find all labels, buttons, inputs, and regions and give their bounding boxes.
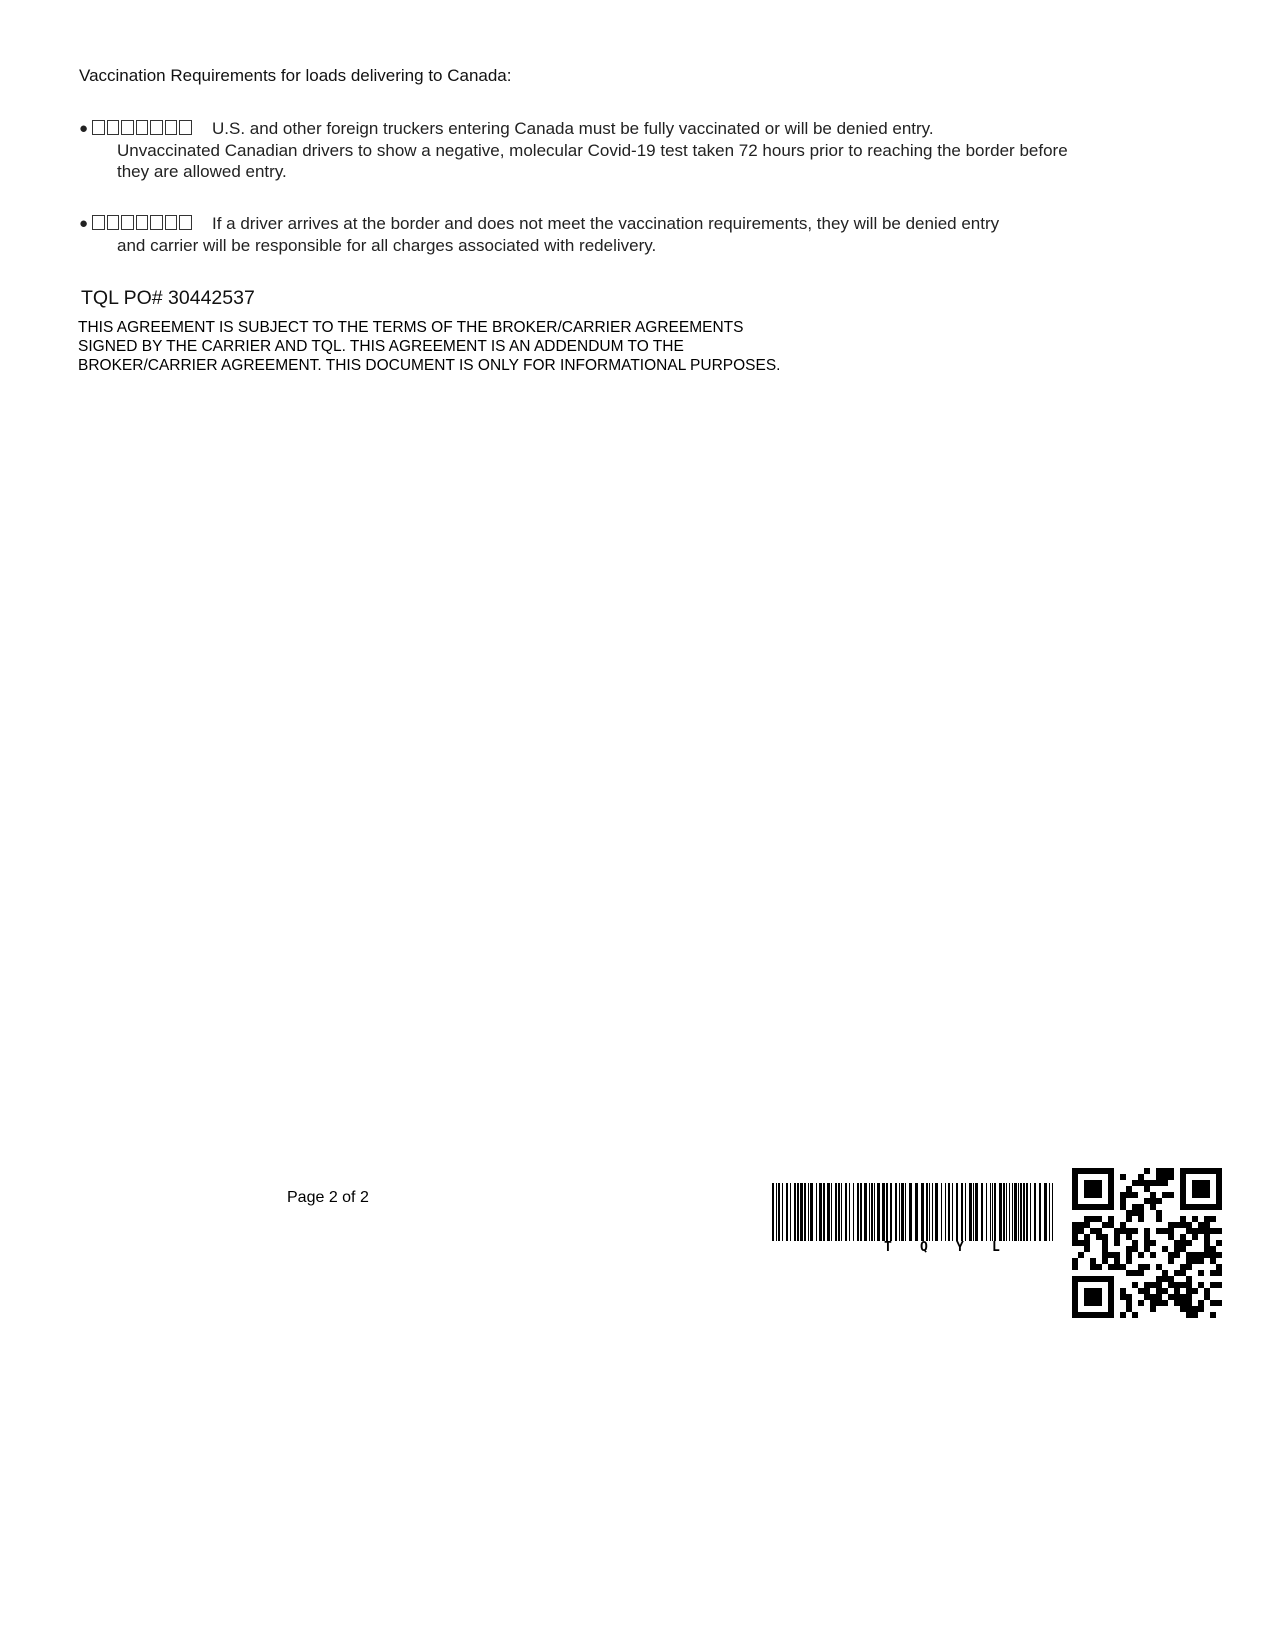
barcode-image [772,1183,1057,1241]
vaccination-heading: Vaccination Requirements for loads delivering to Canada: [79,66,512,85]
bullet-item-1 [79,118,1079,183]
bullet-2-first-line: If a driver arrives at the border and does not meet the vaccination requirements, they will be denied entry [212,214,1000,233]
bullet-1-first-line: U.S. and other foreign truckers entering Canada must be fully vaccinated or will be denied entry. [212,119,934,138]
barcode-char: Q [920,1240,928,1255]
barcode-char: T [884,1240,892,1255]
bullet-item-2 [79,213,1079,256]
agreement-terms: THIS AGREEMENT IS SUBJECT TO THE TERMS OF THE BROKER/CARRIER AGREEMENTS SIGNED BY THE CARRIER AND TQL. THIS AGREEMENT IS AN ADDENDUM TO THE BROKER/CARRIER AGREEMENT. THIS DOCUMENT IS ONLY FOR INFORMATIONAL PURPOSES. [78,319,781,374]
bullet-dot: ● [79,215,89,232]
qr-code-image [1072,1168,1222,1318]
page-number: Page 2 of 2 [287,1189,369,1206]
barcode-char: Y [956,1240,964,1255]
bullet-2-rest: and carrier will be responsible for all charges associated with redelivery. [117,235,657,255]
placeholder-glyph-boxes [92,215,194,230]
bullet-dot: ● [79,120,89,137]
bullet-1-rest: Unvaccinated Canadian drivers to show a negative, molecular Covid-19 test taken 72 hours prior to reaching the border before they are allowed entry. [117,140,1068,181]
placeholder-glyph-boxes [92,120,194,135]
barcode-char: L [992,1240,1000,1255]
po-number: TQL PO# 30442537 [81,287,255,309]
